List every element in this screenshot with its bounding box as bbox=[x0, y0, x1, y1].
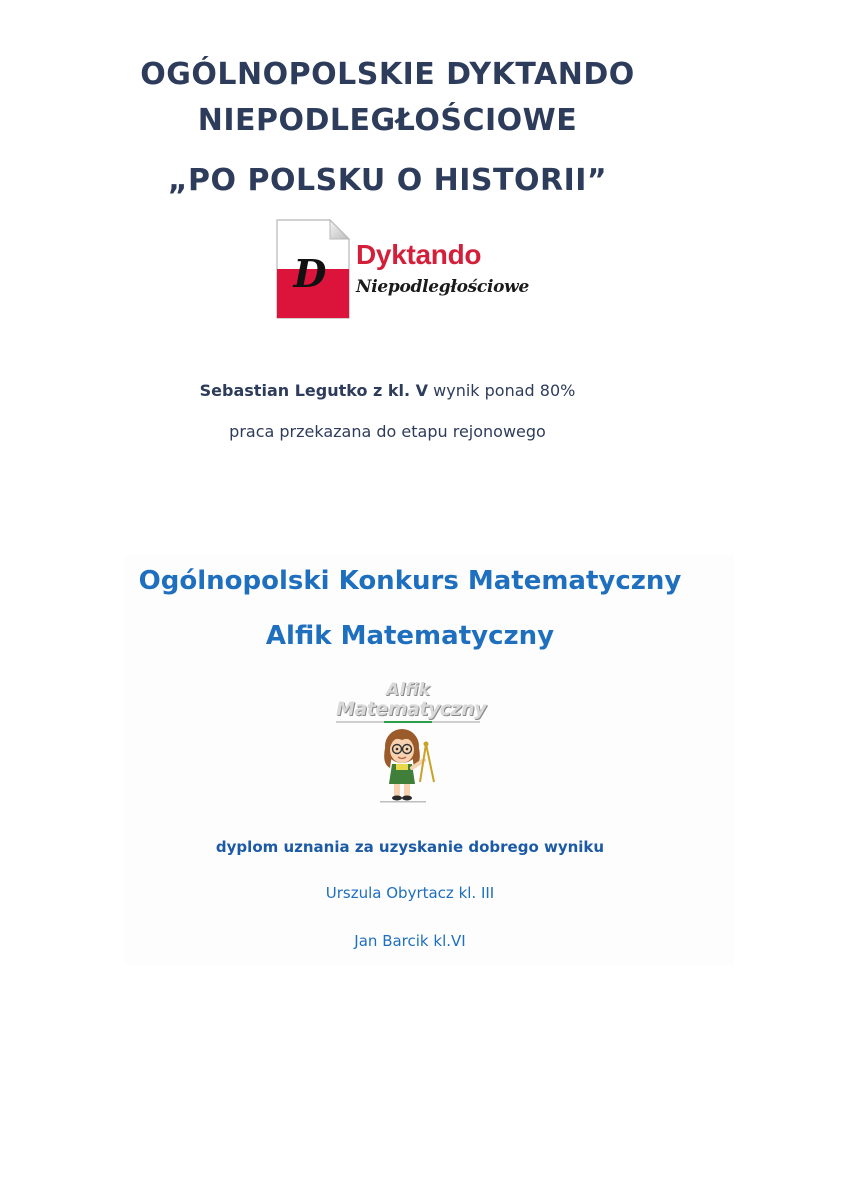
dyktando-logo bbox=[276, 219, 530, 319]
student-name: Sebastian Legutko z kl. V bbox=[199, 381, 429, 400]
student-2: Jan Barcik kl.VI bbox=[354, 932, 466, 950]
svg-text:D: D bbox=[293, 251, 327, 296]
score-text: wynik ponad 80% bbox=[428, 381, 576, 400]
alfik-bar-icon bbox=[336, 720, 480, 724]
girl-with-compass-icon bbox=[372, 726, 444, 804]
dictation-title-line-2: NIEPODLEGŁOŚCIOWE bbox=[197, 103, 578, 138]
diploma-text: dyplom uznania za uzyskanie dobrego wyniku bbox=[215, 838, 605, 856]
dyktando-logo-word: Dyktando bbox=[356, 239, 482, 270]
math-title-line-2: Alfik Matematyczny bbox=[265, 621, 555, 651]
dyktando-logo-subword: Niepodległościowe bbox=[356, 277, 530, 297]
document-flag-icon bbox=[276, 219, 350, 319]
dictation-result bbox=[0, 381, 775, 400]
alfik-logo-word-2: Matematyczny bbox=[336, 698, 487, 720]
dictation-title-line-1: OGÓLNOPOLSKIE DYKTANDO bbox=[140, 57, 635, 92]
dictation-title-line-3: „PO POLSKU O HISTORII” bbox=[167, 163, 608, 198]
alfik-logo-word-1: Alfik bbox=[386, 680, 430, 700]
math-title-line-1: Ogólnopolski Konkurs Matematyczny bbox=[138, 566, 682, 596]
dictation-note: praca przekazana do etapu rejonowego bbox=[229, 422, 546, 441]
alfik-logo bbox=[336, 680, 487, 804]
student-1: Urszula Obyrtacz kl. III bbox=[325, 884, 495, 902]
